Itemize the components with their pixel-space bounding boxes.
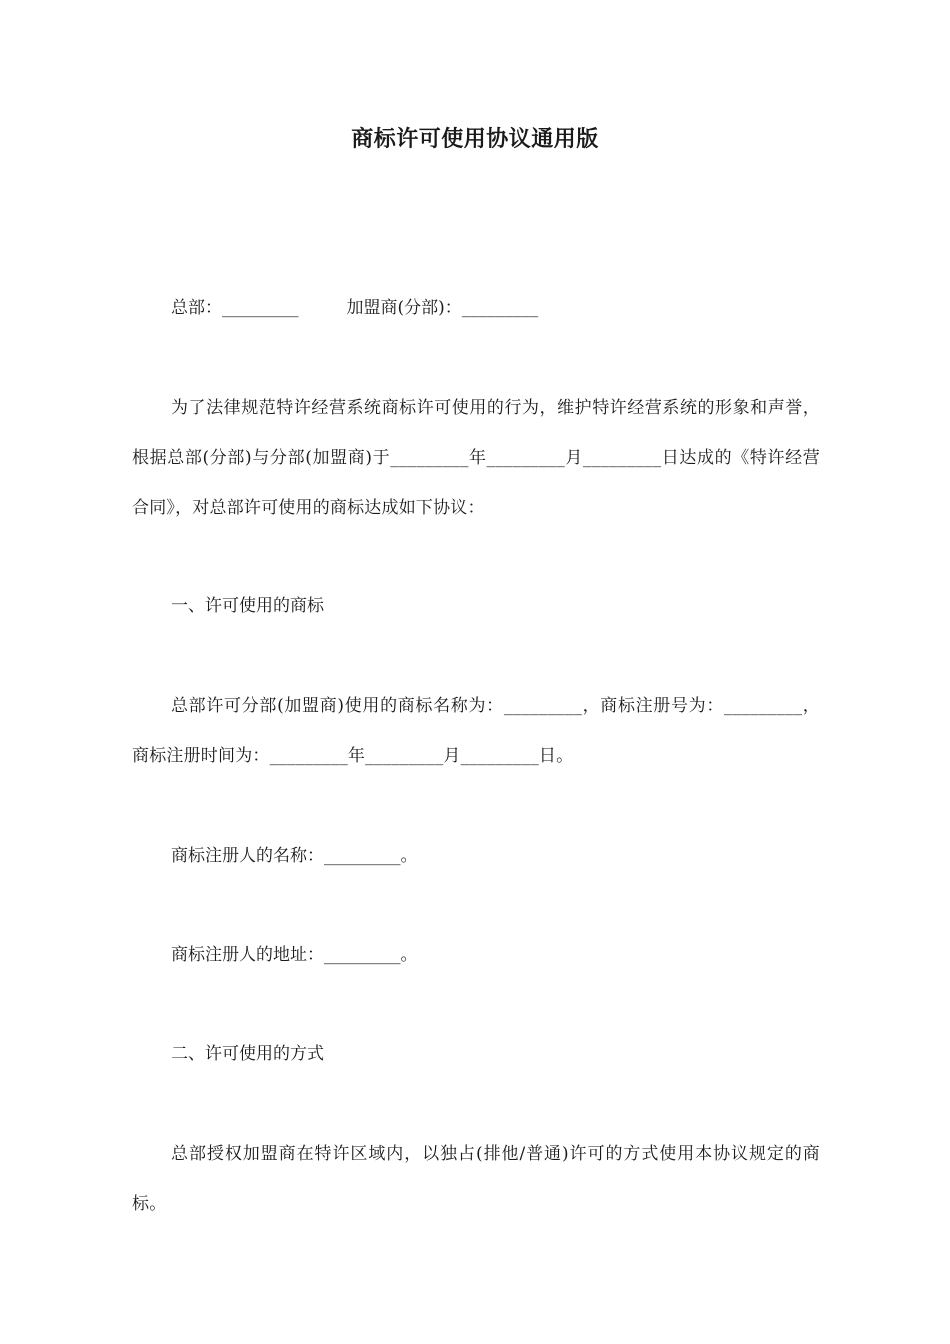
section2-heading: 二、许可使用的方式 bbox=[171, 1044, 324, 1064]
document-title: 商标许可使用协议通用版 bbox=[351, 127, 599, 152]
registrant-name-line: 商标注册人的名称：_________。 bbox=[171, 846, 418, 866]
parties-line bbox=[171, 296, 538, 320]
hq-field: 总部：_________ bbox=[171, 298, 299, 318]
intro-paragraph: 为了法律规范特许经营系统商标许可使用的行为，维护特许经营系统的形象和声誉，根据总部(分部)与分部(加盟商)于_________年_________月_________日达成的《特许经营合同》，对总部许可使用的商标达成如下协议： bbox=[132, 398, 820, 518]
section1-trademark-paragraph: 总部许可分部(加盟商)使用的商标名称为：_________，商标注册号为：_________，商标注册时间为：_________年_________月_________日。 bbox=[132, 696, 820, 766]
section2-license-paragraph: 总部授权加盟商在特许区域内，以独占(排他/普通)许可的方式使用本协议规定的商标。 bbox=[132, 1144, 820, 1214]
franchisee-field: 加盟商(分部)：_________ bbox=[346, 298, 539, 318]
section1-heading: 一、许可使用的商标 bbox=[171, 596, 324, 616]
registrant-address-line: 商标注册人的地址：_________。 bbox=[171, 945, 418, 965]
